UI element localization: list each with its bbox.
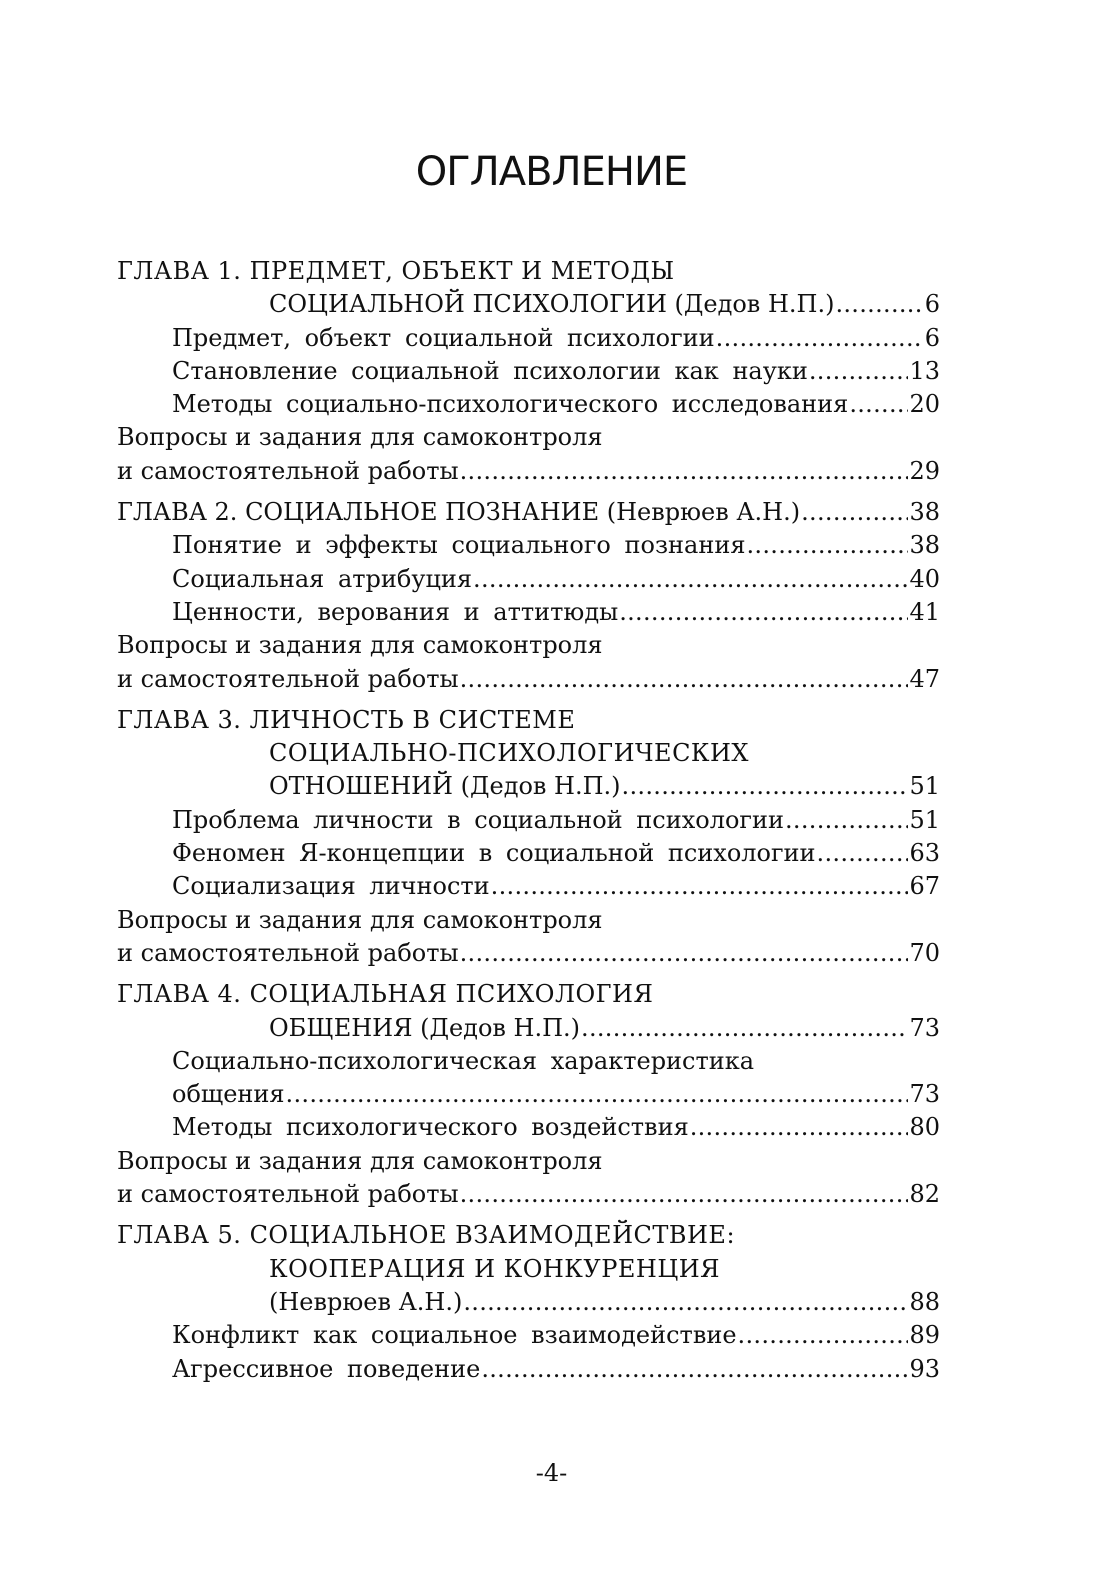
- page-number: -4-: [535, 1459, 568, 1487]
- toc-entry-page: 47: [909, 664, 940, 693]
- toc-entry-page: 6: [924, 323, 940, 352]
- toc-entry-page: 73: [909, 1080, 940, 1109]
- toc-chapter-group: [117, 704, 940, 970]
- toc-entry-page: 40: [909, 564, 940, 593]
- toc-chapter-group: [117, 978, 940, 1211]
- toc-entry: [117, 288, 940, 321]
- toc-entry-page: 63: [909, 839, 940, 868]
- toc-entry-title: Социально-психологическая характеристика: [172, 1046, 755, 1075]
- toc-entry: [117, 937, 940, 970]
- toc-entry: [117, 870, 940, 903]
- toc-entry-title: Предмет, объект социальной психологии: [172, 323, 715, 352]
- toc-entry-title: Понятие и эффекты социального познания: [172, 531, 746, 560]
- toc-entry: [117, 1111, 940, 1144]
- toc-entry-title: и самостоятельной работы: [117, 456, 459, 485]
- toc-entry: [117, 904, 940, 937]
- toc-entry-page: 51: [909, 805, 940, 834]
- toc-entry-title: Проблема личности в социальной психологии: [172, 805, 784, 834]
- toc-entry: [117, 737, 940, 770]
- toc-entry-page: 80: [909, 1113, 940, 1142]
- dot-leader: [738, 1319, 909, 1352]
- toc-chapter-group: [117, 1219, 940, 1385]
- toc-entry: [117, 704, 940, 737]
- toc-entry: [117, 1253, 940, 1286]
- toc-entry: [117, 596, 940, 629]
- toc-entry-title: КООПЕРАЦИЯ И КОНКУРЕНЦИЯ: [269, 1254, 721, 1283]
- dot-leader: [286, 1078, 909, 1111]
- toc-entry: [117, 1178, 940, 1211]
- toc-entry: [117, 1078, 940, 1111]
- toc-entry-title: (Неврюев А.Н.): [269, 1287, 463, 1316]
- toc-entry-page: 38: [909, 531, 940, 560]
- dot-leader: [581, 1012, 908, 1045]
- toc-entry: [117, 1353, 940, 1386]
- toc-entry: [117, 529, 940, 562]
- toc-entry: [117, 1045, 940, 1078]
- toc-entry-title: Вопросы и задания для самоконтроля: [117, 631, 603, 660]
- toc-entry: [117, 663, 940, 696]
- toc-entry-title: Становление социальной психологии как науки: [172, 356, 808, 385]
- dot-leader: [785, 804, 908, 837]
- toc-entry-page: 51: [909, 772, 940, 801]
- toc-entry-title: Агрессивное поведение: [172, 1354, 481, 1383]
- dot-leader: [619, 596, 908, 629]
- dot-leader: [849, 388, 908, 421]
- toc-entry-title: ГЛАВА 2. СОЦИАЛЬНОЕ ПОЗНАНИЕ (Неврюев А.Н.): [117, 498, 801, 527]
- toc-entry: [117, 455, 940, 488]
- dot-leader: [460, 663, 909, 696]
- toc-entry-page: 73: [909, 1013, 940, 1042]
- toc-entry-title: ГЛАВА 4. СОЦИАЛЬНАЯ ПСИХОЛОГИЯ: [117, 980, 654, 1009]
- dot-leader: [463, 1286, 908, 1319]
- dot-leader: [460, 1178, 909, 1211]
- table-of-contents: [117, 255, 940, 1394]
- dot-leader: [460, 455, 909, 488]
- toc-entry: [117, 388, 940, 421]
- dot-leader: [809, 355, 909, 388]
- dot-leader: [460, 937, 909, 970]
- toc-entry: [117, 770, 940, 803]
- toc-entry: [117, 978, 940, 1011]
- dot-leader: [801, 496, 908, 529]
- page-title: ОГЛАВЛЕНИЕ: [415, 149, 688, 195]
- toc-entry-title: Феномен Я-концепции в социальной психологии: [172, 839, 816, 868]
- toc-entry: [117, 322, 940, 355]
- toc-entry-title: ГЛАВА 5. СОЦИАЛЬНОЕ ВЗАИМОДЕЙСТВИЕ:: [117, 1221, 736, 1250]
- toc-entry: [117, 255, 940, 288]
- toc-entry-page: 20: [909, 390, 940, 419]
- dot-leader: [491, 870, 909, 903]
- toc-entry-title: Социализация личности: [172, 872, 490, 901]
- toc-entry-page: 29: [909, 456, 940, 485]
- toc-entry: [117, 629, 940, 662]
- toc-entry: [117, 1012, 940, 1045]
- dot-leader: [622, 770, 909, 803]
- toc-entry-page: 88: [909, 1287, 940, 1316]
- toc-chapter-group: [117, 496, 940, 696]
- toc-entry-page: 13: [909, 356, 940, 385]
- dot-leader: [481, 1353, 908, 1386]
- toc-entry-title: Вопросы и задания для самоконтроля: [117, 423, 603, 452]
- toc-entry-title: ГЛАВА 3. ЛИЧНОСТЬ В СИСТЕМЕ: [117, 705, 576, 734]
- toc-entry-title: ГЛАВА 1. ПРЕДМЕТ, ОБЪЕКТ И МЕТОДЫ: [117, 257, 675, 285]
- toc-entry-title: ОТНОШЕНИЙ (Дедов Н.П.): [269, 772, 621, 801]
- dot-leader: [746, 529, 908, 562]
- toc-entry-page: 70: [909, 938, 940, 967]
- dot-leader: [817, 837, 909, 870]
- toc-entry-page: 67: [909, 872, 940, 901]
- dot-leader: [835, 288, 923, 321]
- dot-leader: [690, 1111, 909, 1144]
- toc-entry-page: 41: [909, 597, 940, 626]
- toc-entry-title: Методы психологического воздействия: [172, 1113, 689, 1142]
- toc-entry-title: ОБЩЕНИЯ (Дедов Н.П.): [269, 1013, 581, 1042]
- toc-entry-title: СОЦИАЛЬНОЙ ПСИХОЛОГИИ (Дедов Н.П.): [269, 290, 835, 319]
- toc-entry: [117, 563, 940, 596]
- toc-entry: [117, 1319, 940, 1352]
- toc-entry-title: и самостоятельной работы: [117, 664, 459, 693]
- dot-leader: [473, 563, 908, 596]
- toc-entry-page: 89: [909, 1321, 940, 1350]
- toc-entry-page: 93: [909, 1354, 940, 1383]
- toc-entry: [117, 1219, 940, 1252]
- toc-entry-page: 38: [909, 498, 940, 527]
- toc-entry-page: 6: [924, 290, 940, 319]
- toc-entry-title: и самостоятельной работы: [117, 1180, 459, 1209]
- toc-entry-title: общения: [172, 1080, 285, 1109]
- toc-entry-title: Ценности, верования и аттитюды: [172, 597, 619, 626]
- dot-leader: [716, 322, 924, 355]
- toc-entry-title: СОЦИАЛЬНО-ПСИХОЛОГИЧЕСКИХ: [269, 739, 750, 768]
- toc-entry: [117, 355, 940, 388]
- toc-entry-page: 82: [909, 1180, 940, 1209]
- toc-entry: [117, 1145, 940, 1178]
- toc-entry-title: Конфликт как социальное взаимодействие: [172, 1321, 737, 1350]
- toc-entry-title: Вопросы и задания для самоконтроля: [117, 905, 603, 934]
- toc-entry: [117, 421, 940, 454]
- toc-entry: [117, 837, 940, 870]
- toc-entry: [117, 804, 940, 837]
- toc-entry-title: Социальная атрибуция: [172, 564, 473, 593]
- toc-entry: [117, 496, 940, 529]
- toc-entry-title: Вопросы и задания для самоконтроля: [117, 1146, 603, 1175]
- toc-entry-title: и самостоятельной работы: [117, 938, 459, 967]
- toc-entry: [117, 1286, 940, 1319]
- toc-chapter-group: [117, 255, 940, 488]
- toc-entry-title: Методы социально-психологического исследования: [172, 390, 849, 419]
